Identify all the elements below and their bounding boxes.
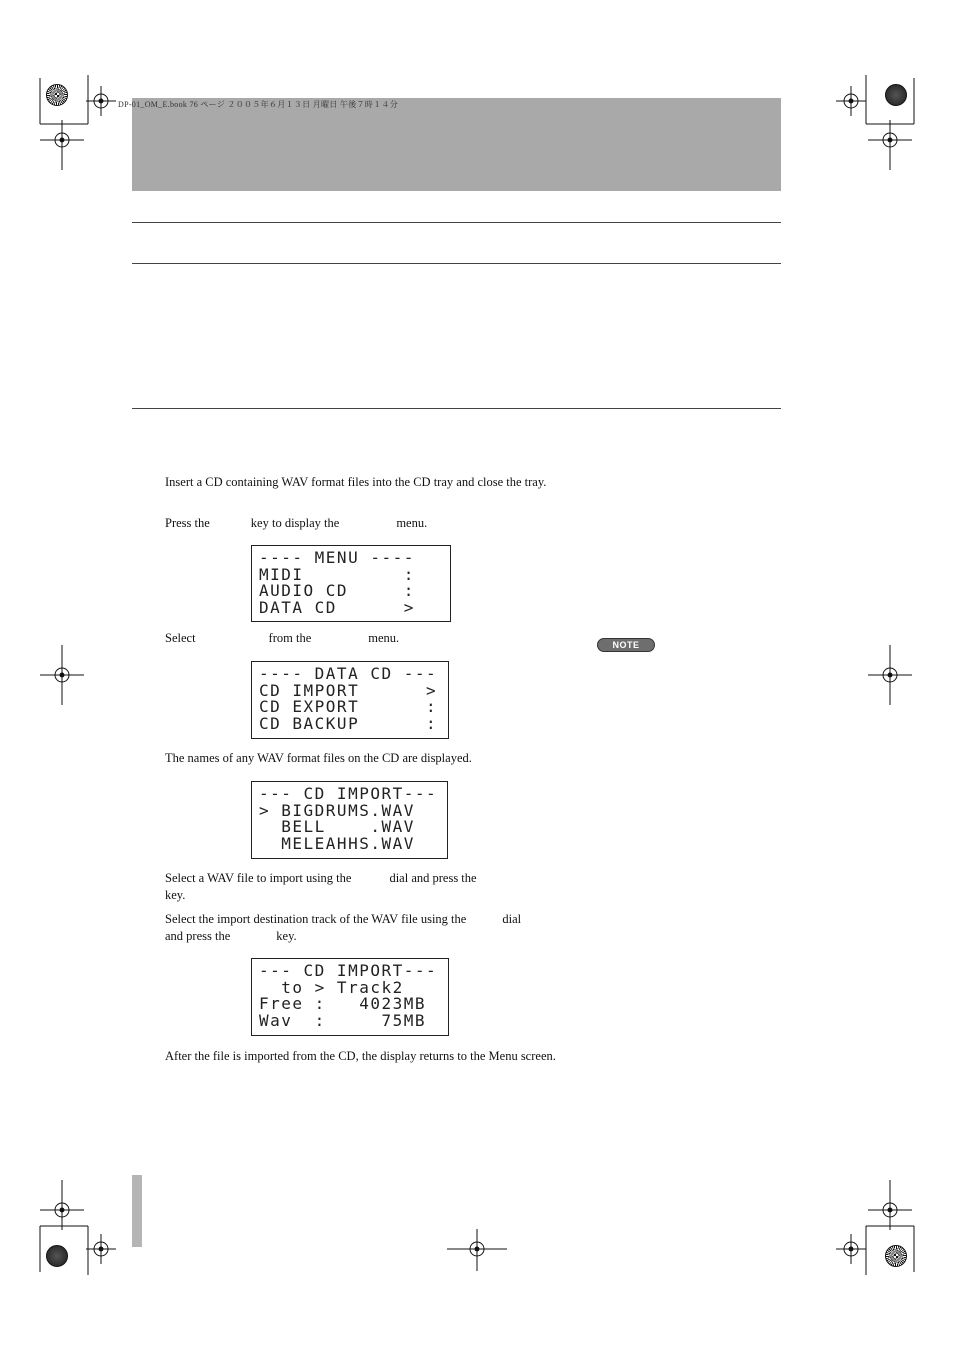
step-3-part-c: menu. (368, 631, 400, 645)
step-1-text: Insert a CD containing WAV format files into the CD tray and close the tray. (165, 475, 547, 489)
lcd-line: ---- MENU ---- (259, 548, 415, 567)
step-2-part-b: key to display the (250, 516, 340, 530)
step-3-part-a: Select (165, 631, 196, 645)
step-4-text: The names of any WAV format files on the CD are displayed. (165, 751, 472, 765)
lcd-line: > BIGDRUMS.WAV (259, 800, 415, 820)
step-2-part-c: menu. (396, 516, 428, 530)
lcd-line: CD BACKUP : (259, 713, 438, 733)
lcd-line: to > Track2 (259, 977, 404, 997)
step-6-part-b: dial (502, 912, 522, 926)
registration-disc-top-left (46, 84, 68, 106)
step-5-part-c: key. (165, 888, 186, 902)
lcd-line: DATA CD > (259, 597, 415, 617)
registration-disc-bottom-left (46, 1245, 68, 1267)
lcd-line: Free : 4023MB (259, 994, 426, 1013)
step-2-part-a: Press the (165, 516, 210, 530)
step-6-part-a: Select the import destination track of the WAV file using the (165, 912, 467, 926)
note-badge: NOTE (597, 638, 655, 652)
lcd-line: MIDI : (259, 564, 415, 584)
book-info-text: DP-01_OM_E.book 76 ページ ２００５年６月１３日 月曜日 午後７時１４分 (118, 100, 399, 109)
lcd-line: MELEAHHS.WAV (259, 833, 415, 853)
lcd-line: ---- DATA CD --- (259, 664, 438, 683)
lcd-line: AUDIO CD : (259, 581, 415, 600)
step-5-part-a: Select a WAV file to import using the (165, 871, 352, 885)
lcd-line: --- CD IMPORT--- (259, 961, 438, 980)
lcd-line: CD EXPORT : (259, 697, 438, 716)
registration-disc-bottom-right (885, 1245, 907, 1267)
step-7-text: After the file is imported from the CD, the display returns to the Menu screen. (165, 1049, 556, 1063)
lcd-line: CD IMPORT > (259, 680, 438, 700)
registration-disc-top-right (885, 84, 907, 106)
lcd-line: Wav : 75MB (259, 1010, 426, 1030)
lcd-line: BELL .WAV (259, 817, 415, 836)
step-3-part-b: from the (268, 631, 312, 645)
step-5-part-b: dial and press the (389, 871, 477, 885)
step-6-part-c: and press the (165, 929, 231, 943)
lcd-line: --- CD IMPORT--- (259, 784, 438, 803)
step-6-part-d: key. (276, 929, 297, 943)
